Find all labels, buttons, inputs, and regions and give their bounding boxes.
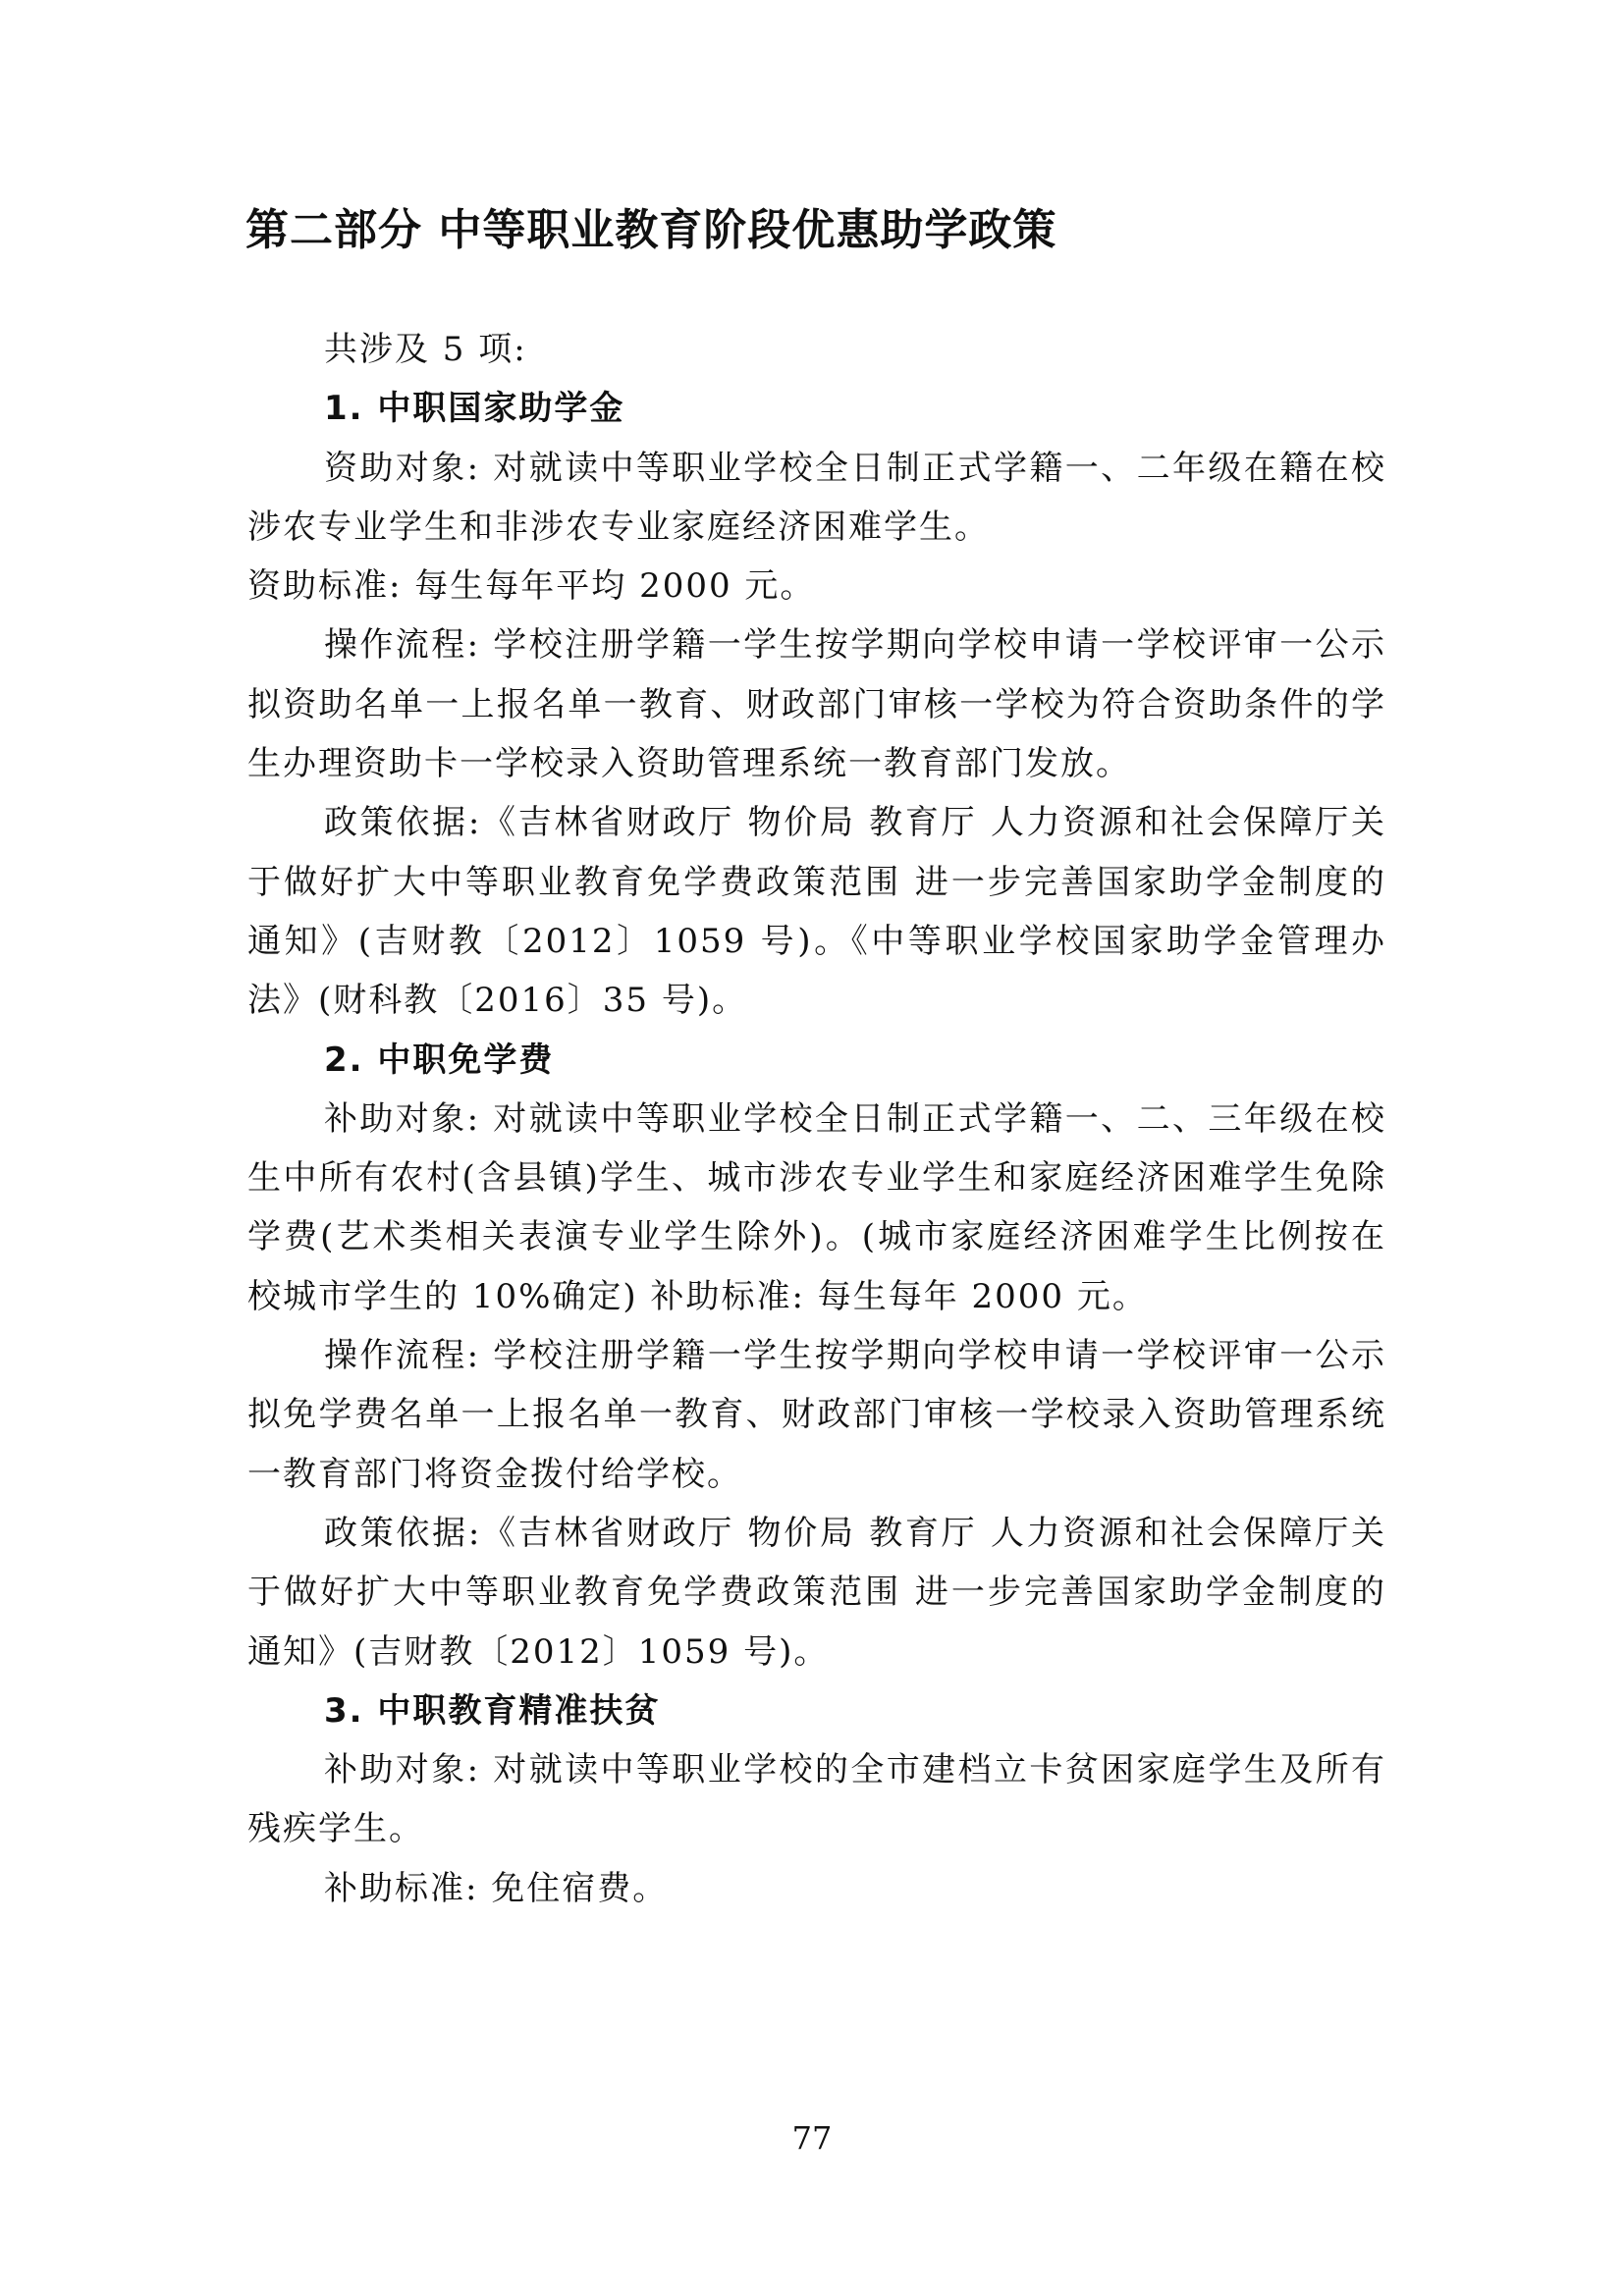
paragraph-2-basis: 政策依据:《吉林省财政厅 物价局 教育厅 人力资源和社会保障厅关于做好扩大中等职业教育免学费政策范围 进一步完善国家助学金制度的通知》(吉财教〔2012〕1059 号)。: [247, 1513, 1386, 1672]
paragraph-2-target: 补助对象: 对就读中等职业学校全日制正式学籍一、二、三年级在校生中所有农村(含县镇)学生、城市涉农专业学生和家庭经济困难学生免除学费(艺术类相关表演专业学生除外)。(城市家庭经济困难学生比例按在校城市学生的 10%确定) 补助标准: 每生每年 2000 元。: [247, 1098, 1386, 1316]
paragraph-3-target: 补助对象: 对就读中等职业学校的全市建档立卡贫困家庭学生及所有残疾学生。: [247, 1750, 1386, 1849]
paragraph-2-process: 操作流程: 学校注册学籍一学生按学期向学校申请一学校评审一公示拟免学费名单一上报名单一教育、财政部门审核一学校录入资助管理系统一教育部门将资金拨付给学校。: [247, 1336, 1386, 1494]
paragraph-3-standard: 补助标准: 免住宿费。: [324, 1868, 669, 1908]
section-heading-1: 1. 中职国家助学金: [324, 389, 625, 429]
paragraph-1-target: 资助对象: 对就读中等职业学校全日制正式学籍一、二年级在籍在校涉农专业学生和非涉农专业家庭经济困难学生。: [247, 448, 1386, 547]
section-heading-2: 2. 中职免学费: [324, 1040, 555, 1080]
section-heading-3: 3. 中职教育精准扶贫: [324, 1690, 661, 1731]
document-body: [247, 320, 1386, 1918]
paragraph-1-process: 操作流程: 学校注册学籍一学生按学期向学校申请一学校评审一公示拟资助名单一上报名单一教育、财政部门审核一学校为符合资助条件的学生办理资助卡一学校录入资助管理系统一教育部门发放。: [247, 625, 1386, 784]
paragraph-intro: 共涉及 5 项:: [324, 330, 527, 369]
paragraph-1-standard: 资助标准: 每生每年平均 2000 元。: [247, 566, 816, 607]
page-title: 第二部分 中等职业教育阶段优惠助学政策: [245, 205, 1057, 255]
page-number: 77: [791, 2119, 833, 2157]
paragraph-1-basis: 政策依据:《吉林省财政厅 物价局 教育厅 人力资源和社会保障厅关于做好扩大中等职业教育免学费政策范围 进一步完善国家助学金制度的通知》(吉财教〔2012〕1059 号)。《中等职业学校国家助学金管理办法》(财科教〔2016〕35 号)。: [247, 803, 1386, 1021]
